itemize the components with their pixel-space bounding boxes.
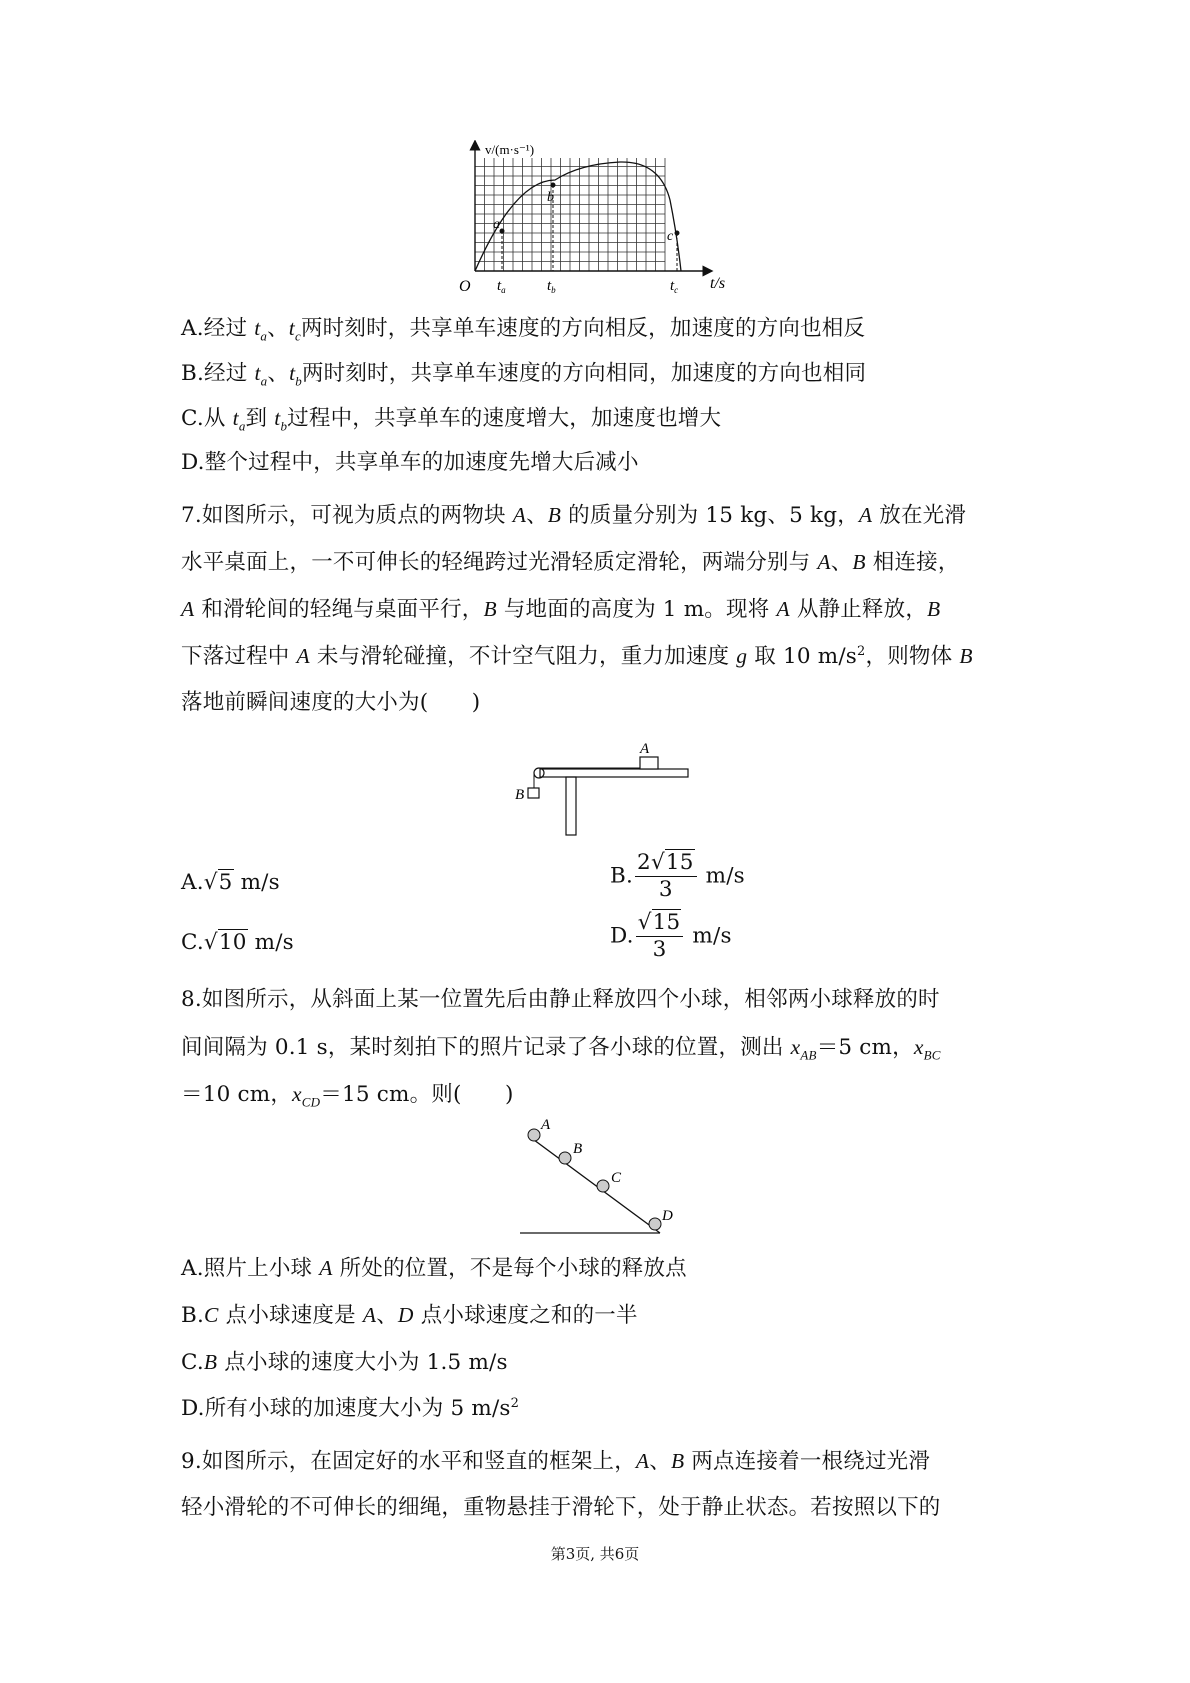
tick-ta: t — [497, 278, 502, 294]
q8-option-a: A.照片上小球 A 所处的位置，不是每个小球的释放点 — [181, 1256, 687, 1281]
ball-c — [597, 1180, 609, 1192]
label-a: A — [640, 741, 650, 757]
incline-slope — [530, 1137, 660, 1233]
label-b: B — [515, 787, 525, 803]
q7-stem-line2: 水平桌面上，一不可伸长的轻绳跨过光滑轻质定滑轮，两端分别与 A、B 相连接， — [181, 550, 960, 575]
table-pulley-figure — [510, 738, 690, 838]
svg-text:ta: $t_a$ — [497, 278, 506, 295]
ball-d-label: D — [662, 1208, 673, 1224]
incline-figure — [510, 1115, 690, 1240]
point-a — [500, 229, 505, 234]
ball-b — [559, 1152, 571, 1164]
tick-tc: t — [670, 278, 675, 294]
point-c-label: c — [667, 229, 674, 244]
q7-stem-line5: 落地前瞬间速度的大小为( ) — [181, 690, 481, 715]
q8-option-c: C.B 点小球的速度大小为 1.5 m/s — [181, 1350, 508, 1375]
x-axis-label: t/s — [710, 275, 726, 292]
q6-option-a: A.经过 $t_a$、$t_c$两时刻时，共享单车速度的方向相反，加速度的方向也相反 — [181, 316, 866, 344]
q7-option-c: C.√10 m/s — [181, 930, 294, 955]
q8-option-b: B.C 点小球速度是 A、D 点小球速度之和的一半 — [181, 1303, 638, 1328]
ball-a-label: A — [541, 1117, 551, 1133]
point-b-label: b — [547, 190, 554, 205]
pulley — [534, 768, 544, 778]
velocity-curve — [475, 162, 681, 271]
q6-option-c: C.从 $t_a$到 $t_b$过程中，共享单车的速度增大，加速度也增大 — [181, 406, 722, 434]
q7-option-a: A.√5 m/s — [181, 870, 280, 895]
q8-stem-line1: 8.如图所示，从斜面上某一位置先后由静止释放四个小球，相邻两小球释放的时 — [181, 987, 940, 1012]
y-axis-label: v/(m·s⁻¹) — [485, 142, 535, 157]
point-c — [675, 231, 680, 236]
q8-stem-line2: 间间隔为 0.1 s，某时刻拍下的照片记录了各小球的位置，测出 $x_{AB}=5$ cm，$x_{BC}$ — [181, 1035, 941, 1063]
ball-d — [649, 1218, 661, 1230]
ball-b-label: B — [573, 1141, 583, 1157]
svg-text:tc: $t_c$ — [670, 278, 679, 295]
point-b — [551, 183, 556, 188]
q7-stem-line3: A 和滑轮间的轻绳与桌面平行，B 与地面的高度为 1 m。现将 A 从静止释放，B — [181, 597, 941, 622]
table-top — [540, 769, 688, 777]
q7-stem-line4: 下落过程中 A 未与滑轮碰撞，不计空气阻力，重力加速度 g 取 10 $m/s^2$，则物体 B — [181, 643, 973, 669]
q7-option-b: B. $\frac{2√15}{3}$ m/s — [610, 850, 745, 902]
block-b — [528, 788, 539, 798]
q7-stem-line1: 7.如图所示，可视为质点的两物块 A、B 的质量分别为 15 kg、5 kg，A 放在光滑 — [181, 503, 967, 528]
origin-label: O — [459, 278, 471, 295]
q9-stem-line2: 轻小滑轮的不可伸长的细绳，重物悬挂于滑轮下，处于静止状态。若按照以下的 — [181, 1495, 941, 1520]
point-a-label: a — [493, 217, 500, 232]
q6-option-d: D.整个过程中，共享单车的加速度先增大后减小 — [181, 450, 639, 475]
tick-tb: t — [547, 278, 552, 294]
table-leg — [566, 777, 576, 835]
q7-option-d: D. $\frac{√15}{3}$ m/s — [610, 910, 732, 962]
q8-stem-line3: ＝10 cm，$x_{CD}=15$ cm。则( ) — [181, 1082, 514, 1110]
svg-text:tb: $t_b$ — [547, 278, 556, 295]
block-a — [640, 757, 658, 769]
ball-c-label: C — [611, 1170, 622, 1186]
ball-a — [528, 1129, 540, 1141]
page-footer: 第3页, 共6页 — [550, 1545, 640, 1563]
q9-stem-line1: 9.如图所示，在固定好的水平和竖直的框架上，A、B 两点连接着一根绕过光滑 — [181, 1449, 931, 1474]
q6-option-b: B.经过 $t_a$、$t_b$两时刻时，共享单车速度的方向相同，加速度的方向也相同 — [181, 361, 867, 389]
velocity-time-graph — [455, 140, 745, 300]
q8-option-d: D.所有小球的加速度大小为 5 $m/s^2$ — [181, 1395, 520, 1421]
